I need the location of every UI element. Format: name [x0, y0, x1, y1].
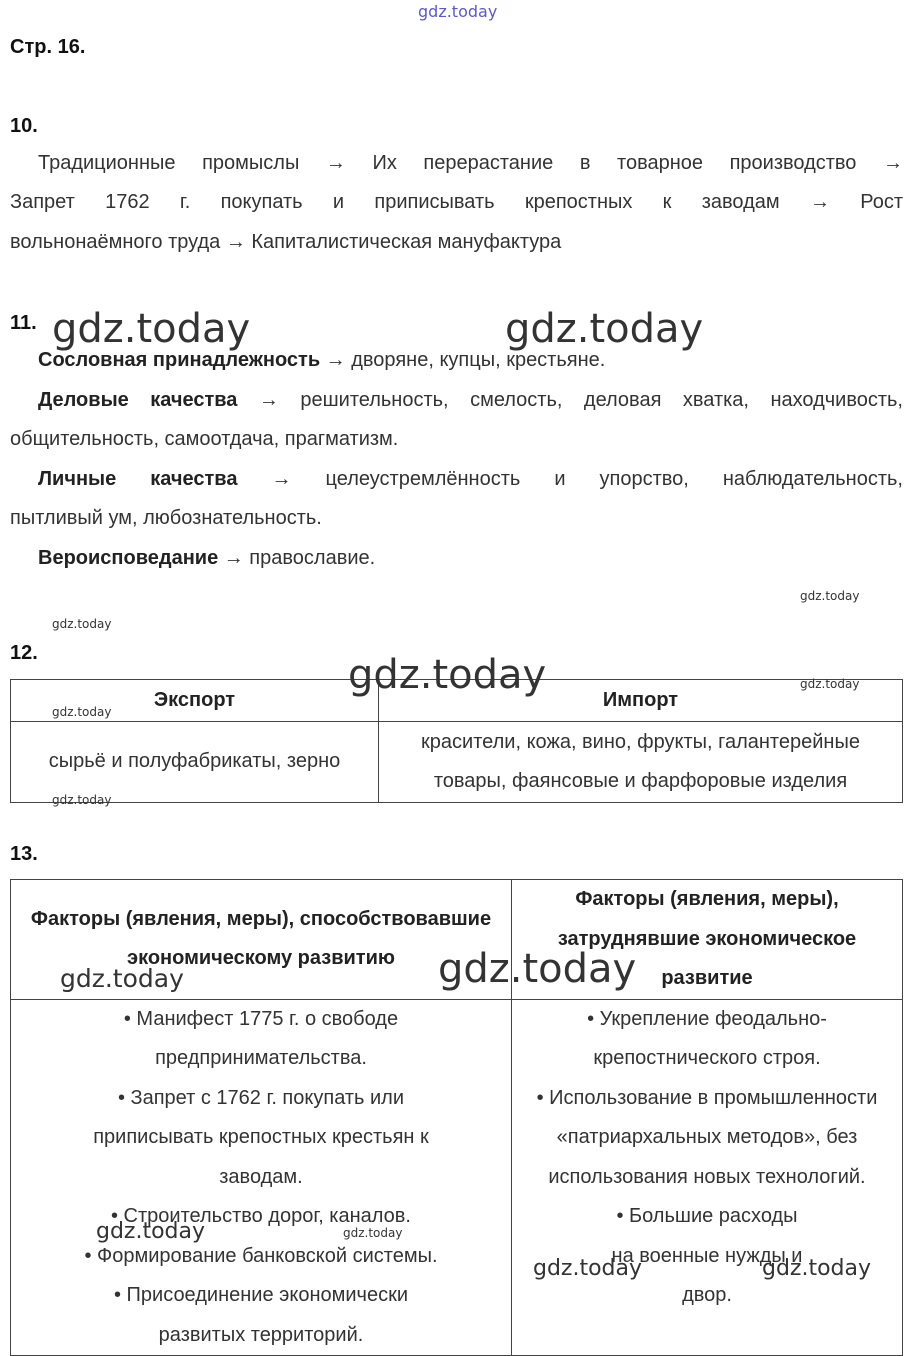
cell-hindering — [512, 999, 903, 1356]
watermark: gdz.today — [96, 1219, 206, 1244]
q11-item-personal — [10, 468, 903, 491]
watermark: gdz.today — [533, 1256, 643, 1281]
watermark: gdz.today — [348, 652, 547, 698]
list-item: • Укрепление феодально-крепостнического строя. — [587, 1007, 827, 1069]
q11-item-personal-cont: пытливый ум, любознательность. — [10, 507, 322, 529]
watermark: gdz.today — [505, 306, 704, 352]
header-hindering: Факторы (явления, меры), затруднявшие экономическое развитие — [512, 880, 903, 1000]
term-business: Деловые качества — [38, 389, 238, 411]
header-import: Импорт — [379, 680, 903, 722]
question-number-11: 11. — [10, 312, 37, 334]
watermark: gdz.today — [418, 2, 498, 21]
q11-item-text: → православие. — [218, 547, 376, 569]
q11-item-religion — [10, 547, 917, 570]
cell-export: сырьё и полуфабрикаты, зерно — [11, 722, 379, 803]
q10-line-2: Запрет 1762 г. покупать и приписывать крепостных к заводам → Рост — [10, 191, 903, 213]
term-estate: Сословная принадлежность — [38, 349, 321, 371]
list-item: • Строительство дорог, каналов. — [111, 1205, 411, 1227]
watermark: gdz.today — [800, 677, 860, 691]
list-item: • Манифест 1775 г. о свободе предпринимательства. — [123, 1007, 399, 1069]
header-promoting: Факторы (явления, меры), способствовавшие экономическому развитию — [11, 880, 512, 1000]
cell-import: красители, кожа, вино, фрукты, галантерейные товары, фаянсовые и фарфоровые изделия — [379, 722, 903, 803]
list-item: • Присоединение экономически развитых территорий. — [113, 1284, 409, 1346]
list-item: • Формирование банковской системы. — [84, 1244, 438, 1267]
term-religion: Вероисповедание — [38, 547, 219, 569]
q11-item-text: → целеустремлённость и упорство, наблюдательность, — [237, 468, 903, 490]
watermark: gdz.today — [52, 617, 112, 631]
watermark: gdz.today — [60, 964, 184, 993]
question-number-12: 12. — [10, 642, 38, 664]
watermark: gdz.today — [343, 1226, 403, 1240]
q11-item-business-cont: общительность, самоотдача, прагматизм. — [10, 428, 399, 450]
watermark: gdz.today — [52, 306, 251, 352]
q10-line-1: Традиционные промыслы → Их перерастание в товарное производство → — [38, 152, 903, 174]
q10-line-3: вольнонаёмного труда → Капиталистическая мануфактура — [10, 231, 562, 253]
q11-item-text: → дворяне, купцы, крестьяне. — [320, 349, 606, 371]
question-number-13: 13. — [10, 843, 38, 865]
q11-item-estate — [10, 349, 917, 372]
q11-item-text: → решительность, смелость, деловая хватка, находчивость, — [237, 389, 903, 411]
list-item: • Запрет с 1762 г. покупать или приписывать крепостных крестьян к заводам. — [93, 1086, 429, 1188]
watermark: gdz.today — [800, 589, 860, 603]
list-item: • Большие расходы на военные нужды и двор. — [611, 1205, 803, 1306]
term-personal: Личные качества — [38, 468, 238, 490]
watermark: gdz.today — [52, 705, 112, 719]
q11-item-business — [10, 389, 903, 412]
question-number-10: 10. — [10, 115, 38, 137]
watermark: gdz.today — [52, 793, 112, 807]
watermark: gdz.today — [438, 946, 637, 992]
list-item: • Использование в промышленности «патриархальных методов», без использования новых технологий. — [536, 1086, 878, 1188]
watermark: gdz.today — [762, 1256, 872, 1281]
page-reference: Стр. 16. — [10, 36, 86, 58]
cell-promoting — [11, 999, 512, 1356]
header-export: Экспорт — [11, 680, 379, 722]
